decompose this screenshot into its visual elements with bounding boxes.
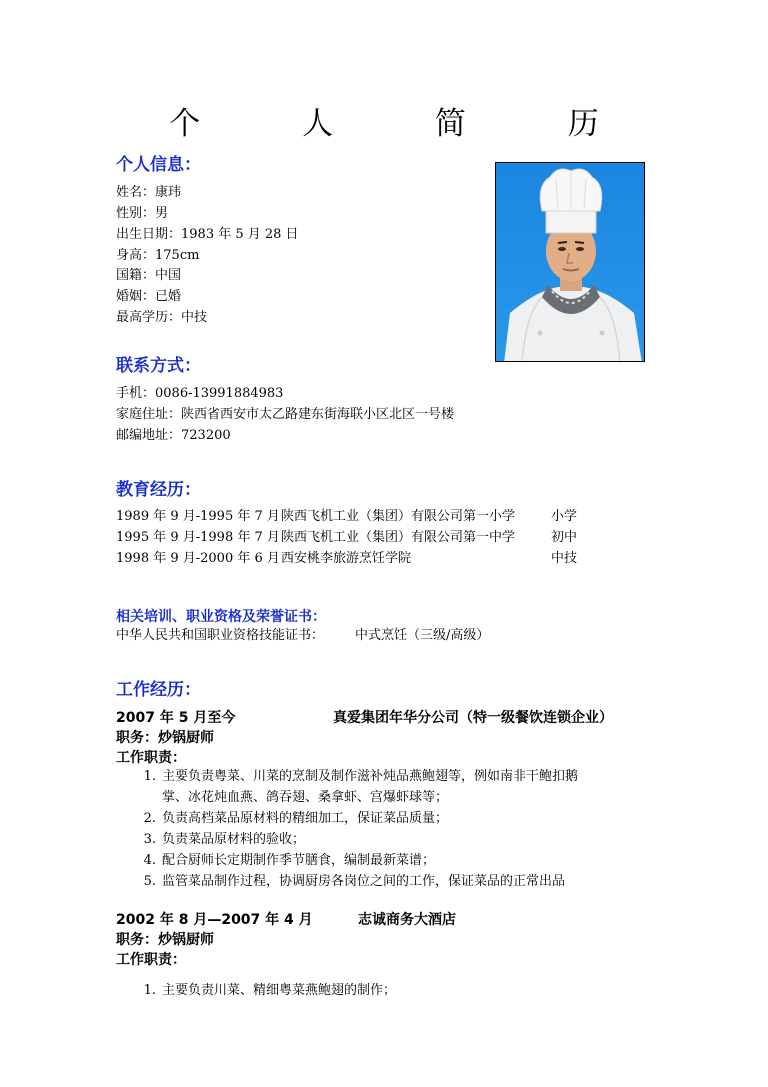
page-title: 个 人 简 历 <box>169 106 645 142</box>
duty-text: 掌、冰花炖血燕、鸽吞翅、桑拿虾、宫爆虾球等； <box>162 790 449 805</box>
field-nationality: 国籍：中国 <box>116 268 182 283</box>
duty-item <box>116 871 676 892</box>
duty-item <box>116 980 676 1001</box>
job-duties-list <box>116 980 676 1001</box>
certificate-value: 中式烹饪（三级/高级） <box>355 628 490 643</box>
job-position: 职务：炒锅厨师 <box>116 730 214 746</box>
duty-number: 1. <box>143 769 156 784</box>
duty-item <box>116 829 676 850</box>
certificate-label: 中华人民共和国职业资格技能证书： <box>116 628 325 643</box>
edu-school: 陕西飞机工业（集团）有限公司第一中学 <box>281 530 516 545</box>
edu-period: 1998 年 9 月-2000 年 6 月 <box>116 551 280 566</box>
field-education: 最高学历：中技 <box>116 310 208 325</box>
duty-number: 1. <box>143 983 156 998</box>
duty-number: 3. <box>143 832 156 847</box>
duty-item <box>116 766 676 808</box>
job-period: 2007 年 5 月至今 <box>116 710 236 726</box>
job-company: 志诚商务大酒店 <box>358 912 456 928</box>
duty-number: 5. <box>143 874 156 889</box>
field-address: 家庭住址：陕西省西安市太乙路建东街海联小区北区一号楼 <box>116 407 455 422</box>
edu-period: 1995 年 9 月-1998 年 7 月 <box>116 530 280 545</box>
job-duties-label: 工作职责： <box>116 750 186 766</box>
field-birthdate: 出生日期：1983 年 5 月 28 日 <box>116 227 299 242</box>
field-gender: 性别：男 <box>116 206 169 221</box>
edu-level: 小学 <box>551 509 578 524</box>
job-company: 真爱集团年华分公司（特一级餐饮连锁企业） <box>333 710 613 726</box>
field-name: 姓名：康玮 <box>116 185 182 200</box>
duty-number: 2. <box>143 811 156 826</box>
field-marital: 婚姻：已婚 <box>116 289 182 304</box>
job-position: 职务：炒锅厨师 <box>116 932 214 948</box>
duty-text: 配合厨师长定期制作季节膳食，编制最新菜谱； <box>162 853 436 868</box>
contact-heading: 联系方式： <box>116 356 201 376</box>
work-heading: 工作经历： <box>116 680 201 700</box>
duty-item <box>116 808 676 829</box>
duty-text: 监管菜品制作过程，协调厨房各岗位之间的工作，保证菜品的正常出品 <box>162 874 566 889</box>
job-period: 2002 年 8 月—2007 年 4 月 <box>116 912 313 928</box>
edu-level: 初中 <box>551 530 578 545</box>
job-duties-label: 工作职责： <box>116 952 186 968</box>
duty-text: 负责高档菜品原材料的精细加工，保证菜品质量； <box>162 811 449 826</box>
duty-text: 主要负责粤菜、川菜的烹制及制作滋补炖品燕鲍翅等，例如南非干鲍扣鹅 <box>162 769 579 784</box>
education-heading: 教育经历： <box>116 480 201 500</box>
duty-number: 4. <box>143 853 156 868</box>
personal-info-heading: 个人信息： <box>116 155 201 175</box>
field-height: 身高：175cm <box>116 248 200 263</box>
job-duties-list <box>116 766 676 892</box>
edu-period: 1989 年 9 月-1995 年 7 月 <box>116 509 280 524</box>
field-postcode: 邮编地址：723200 <box>116 428 231 443</box>
duty-item <box>116 850 676 871</box>
field-phone: 手机：0086-13991884983 <box>116 386 284 401</box>
duty-text: 负责菜品原材料的验收； <box>162 832 306 847</box>
edu-level: 中技 <box>551 551 578 566</box>
profile-photo <box>495 162 645 362</box>
edu-school: 西安桃李旅游烹饪学院 <box>281 551 412 566</box>
duty-text: 主要负责川菜、精细粤菜燕鲍翅的制作； <box>162 983 397 998</box>
edu-school: 陕西飞机工业（集团）有限公司第一小学 <box>281 509 516 524</box>
training-heading: 相关培训、职业资格及荣誉证书： <box>116 609 326 625</box>
